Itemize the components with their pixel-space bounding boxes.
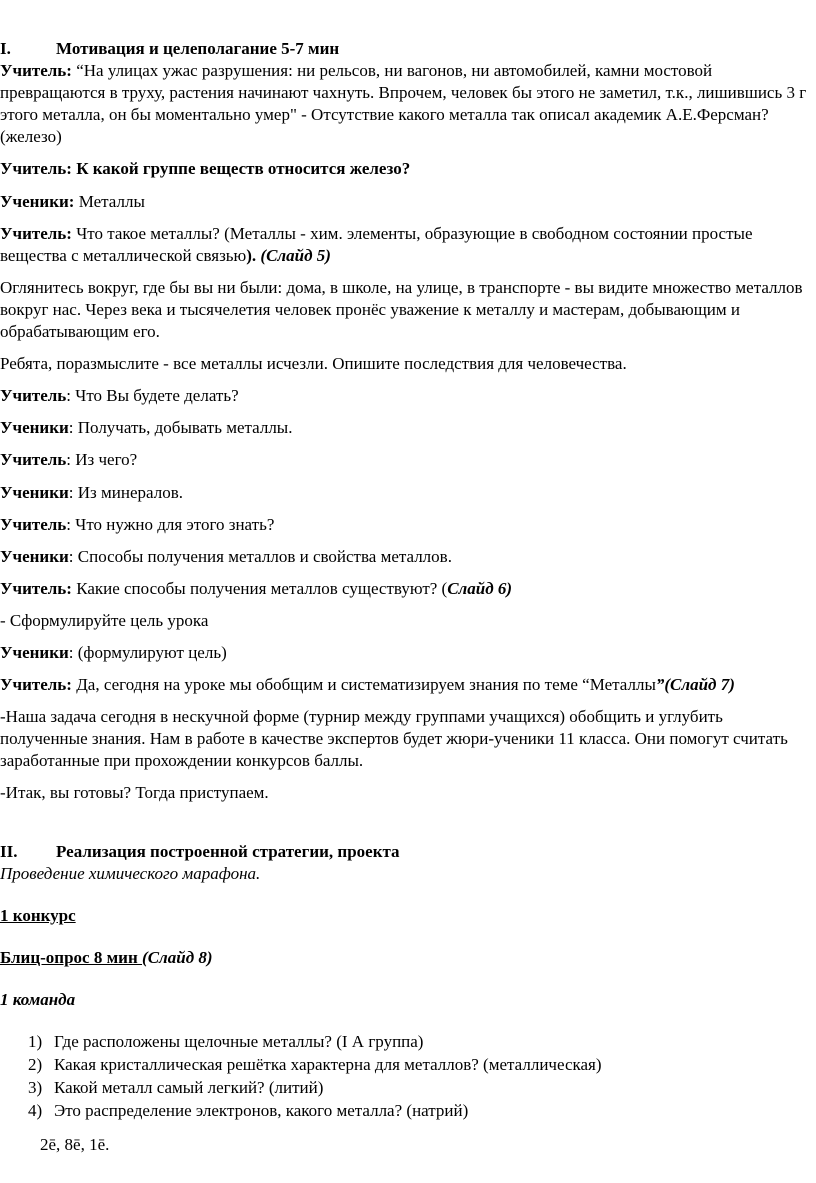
paragraph-metals-vanished: Ребята, поразмыслите - все металлы исчезли. Опишите последствия для человечества.: [0, 354, 627, 374]
speaker-label: Учитель:: [0, 223, 72, 243]
paragraph-text: Да, сегодня на уроке мы обобщим и систематизируем знания по теме “Металлы: [71, 675, 656, 695]
dialog-text: : Из чего?: [66, 450, 138, 470]
speaker-label: Ученики: [0, 546, 69, 566]
slide-reference: (Слайд 5): [256, 245, 331, 265]
section-1-heading: [0, 38, 812, 60]
section-2-heading: [0, 841, 812, 863]
speaker-label: Учитель: [0, 386, 67, 406]
paragraph-text: Что такое металлы? (Металлы - хим. элементы, образующие в свободном состоянии простые вещества с металлической связью: [0, 223, 753, 265]
paragraph-answer-metals: [0, 191, 812, 213]
speaker-label: Учитель:: [0, 61, 72, 81]
paragraph-text: : (формулируют цель): [68, 642, 227, 662]
paragraph-text: “На улицах ужас разрушения: ни рельсов, ни вагонов, ни автомобилей, камни мостовой превращаются в труху, растения начинают чахнуть. Впрочем, человек бы этого не заметил, т.к., лишившись 3 г этого металла, он бы моментально умер" - Отсутствие какого металла так описал академик А.Е.Ферсман? (железо): [0, 61, 807, 147]
speaker-label: Учитель: [0, 450, 67, 470]
paragraph-text: Какие способы получения металлов существуют? (: [71, 578, 448, 598]
document-page: [0, 38, 812, 1156]
section-number: I.: [0, 39, 11, 58]
team-heading: 1 команда: [0, 989, 76, 1009]
section-subtitle: Проведение химического марафона.: [0, 863, 261, 883]
dialog-line: [0, 385, 812, 407]
slide-reference: Слайд 6): [447, 578, 513, 598]
list-item: 2) Какая кристаллическая решётка характерна для металлов? (металлическая): [28, 1055, 602, 1075]
speaker-label: Ученики:: [0, 191, 75, 211]
blitz-heading: Блиц-опрос 8 мин (Слайд 8): [0, 947, 213, 967]
dialog-line: [0, 482, 812, 504]
paragraph-look-around: Оглянитесь вокруг, где бы вы ни были: дома, в школе, на улице, в транспорте - вы видите множество металлов вокруг нас. Через века и тысячелетия человек пронёс уважение к металлу и мастерам, добывающим и обрабатывающим его.: [0, 277, 803, 342]
paragraph-students-goal: [0, 642, 812, 664]
paragraph-formulate-goal: - Сформулируйте цель урока: [0, 610, 209, 630]
dialog-text: : Из минералов.: [68, 482, 183, 502]
dialog-text: : Получать, добывать металлы.: [68, 418, 293, 438]
paragraph-production-methods: [0, 578, 812, 600]
speaker-label: Ученики: [0, 418, 69, 438]
dialog-text: : Что нужно для этого знать?: [66, 514, 275, 534]
dialog-line: [0, 449, 812, 471]
speaker-label: Учитель:: [0, 578, 72, 598]
section-number: II.: [0, 841, 18, 861]
list-item: 4) Это распределение электронов, какого металла? (натрий): [28, 1101, 469, 1121]
paragraph-ready: -Итак, вы готовы? Тогда приступаем.: [0, 783, 269, 803]
paragraph-fersman-quote: [0, 60, 812, 148]
list-item: 1) Где расположены щелочные металлы? (I А группа): [28, 1032, 424, 1051]
paragraph-close: ).: [246, 245, 257, 265]
electron-formula: 2ē, 8ē, 1ē.: [40, 1135, 110, 1155]
dialog-text: : Что Вы будете делать?: [66, 386, 239, 406]
speaker-label: Учитель:: [0, 675, 72, 695]
section-title: Реализация построенной стратегии, проекта: [56, 841, 400, 861]
paragraph-task: -Наша задача сегодня в нескучной форме (турнир между группами учащихся) обобщить и углубить полученные знания. Нам в работе в качестве экспертов будет жюри-ученики 11 класса. Они помогут считать заработанные при прохождении конкурсов баллы.: [0, 707, 788, 771]
dialog-line: [0, 514, 812, 536]
slide-reference: ”(Слайд 7): [655, 675, 735, 695]
speaker-label: Учитель: [0, 514, 67, 534]
dialog-line: [0, 546, 812, 568]
paragraph-text: Металлы: [74, 191, 145, 211]
paragraph-text: Учитель: К какой группе веществ относится железо?: [0, 159, 411, 179]
quiz-question-list: [0, 1031, 812, 1122]
list-item: 3) Какой металл самый легкий? (литий): [28, 1078, 324, 1098]
paragraph-lesson-topic: [0, 674, 812, 696]
dialog-line: [0, 417, 812, 439]
speaker-label: Ученики: [0, 482, 69, 502]
section-title: Мотивация и целеполагание 5-7 мин: [56, 39, 340, 58]
paragraph-metals-definition: [0, 223, 812, 267]
paragraph-question-iron: [0, 158, 812, 180]
speaker-label: Ученики: [0, 642, 69, 662]
contest-heading: 1 конкурс: [0, 905, 76, 925]
slide-reference: (Слайд 8): [142, 947, 213, 967]
dialog-text: : Способы получения металлов и свойства металлов.: [68, 546, 452, 566]
